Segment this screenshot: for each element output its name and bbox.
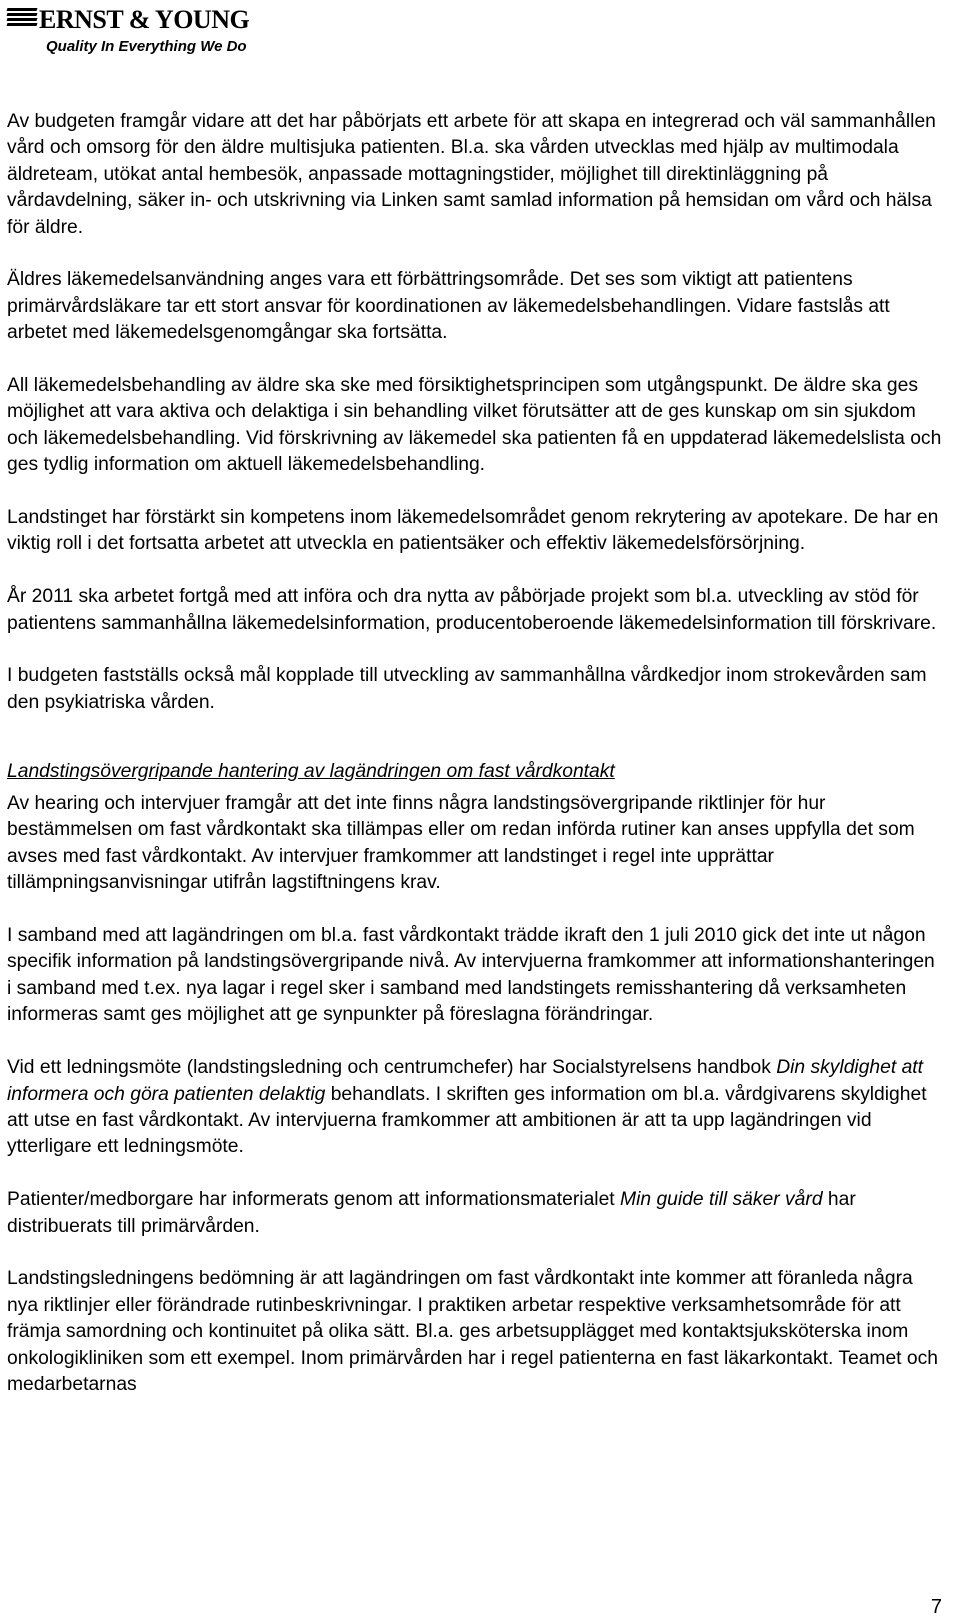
paragraph <box>7 1055 942 1161</box>
logo-stripes-icon <box>7 8 37 30</box>
text-run: behandlats. I skriften ges information om bl.a. vårdgivarens skyldighet att utse en fast vårdkontakt. Av intervjuerna framkommer att ambitionen är att ta upp lagändringen vid ytterligare ett ledningsmöte. <box>7 1083 927 1158</box>
paragraph: Landstinget har förstärkt sin kompetens inom läkemedelsområdet genom rekrytering av apotekare. De har en viktig roll i det fortsatta arbetet att utveckla en patientsäker och effektiv läkemedelsförsörjning. <box>7 507 939 555</box>
paragraph: Av budgeten framgår vidare att det har påbörjats ett arbete för att skapa en integrerad och väl sammanhållen vård och omsorg för den äldre multisjuka patienten. Bl.a. ska vården utvecklas med hjälp av multimodala äldreteam, utökat antal hembesök, anpassade mottagningstider, möjlighet till direktinläggning på vårdavdelning, säker in- och utskrivning via Linken samt samlad information på hemsidan om vård och hälsa för äldre. <box>7 111 936 238</box>
company-tagline: Quality In Everything We Do <box>46 38 247 55</box>
paragraph: Landstingsledningens bedömning är att lagändringen om fast vårdkontakt inte kommer att föranleda några nya riktlinjer eller förändrade rutinbeskrivningar. I praktiken arbetar respektive verksamhetsområde för att främja samordning och kontinuitet på olika sätt. Bl.a. ges arbetsupplägget med kontaktsjuksköterska inom onkologikliniken som ett exempel. Inom primärvården har i regel patienterna en fast läkarkontakt. Teamet och medarbetarnas <box>7 1268 938 1395</box>
section-heading: Landstingsövergripande hantering av lagändringen om fast vårdkontakt <box>7 760 615 782</box>
text-run: har distribuerats till primärvården. <box>7 1189 856 1237</box>
company-logo <box>7 6 257 58</box>
text-run: Vid ett ledningsmöte (landstingsledning och centrumchefer) har Socialstyrelsens handbok <box>7 1057 777 1079</box>
text-run: Patienter/medborgare har informerats genom att informationsmaterialet <box>7 1189 621 1211</box>
document-body <box>7 109 942 1425</box>
paragraph: År 2011 ska arbetet fortgå med att införa och dra nytta av påbörjade projekt som bl.a. utveckling av stöd för patientens sammanhållna läkemedelsinformation, producentoberoende läkemedelsinformation till förskrivare. <box>7 586 937 634</box>
paragraph: Äldres läkemedelsanvändning anges vara ett förbättringsområde. Det ses som viktigt att patientens primärvårdsläkare tar ett stort ansvar för koordinationen av läkemedelsbehandlingen. Vidare fastslås att arbetet med läkemedelsgenomgångar ska fortsätta. <box>7 269 890 344</box>
paragraph <box>7 1187 942 1240</box>
paragraph: I samband med att lagändringen om bl.a. fast vårdkontakt trädde ikraft den 1 juli 2010 gick det inte ut någon specifik information på landstingsövergripande nivå. Av intervjuerna framkommer att informationshanteringen i samband med t.ex. nya lagar i regel sker i samband med landstingets remisshantering då verksamheten informeras samt ges möjlighet att ge synpunkter på föreslagna förändringar. <box>7 925 935 1026</box>
handbook-title: Din skyldighet att informera och göra patienten delaktig <box>7 1057 924 1105</box>
paragraph: I budgeten fastställs också mål kopplade till utveckling av sammanhållna vårdkedjor inom strokevården sam den psykiatriska vården. <box>7 665 927 713</box>
paragraph: All läkemedelsbehandling av äldre ska ske med försiktighetsprincipen som utgångspunkt. De äldre ska ges möjlighet att vara aktiva och delaktiga i sin behandling vilket förutsätter att de ges kunskap om sin sjukdom och läkemedelsbehandling. Vid förskrivning av läkemedel ska patienten få en uppdaterad läkemedelslista och ges tydlig information om aktuell läkemedelsbehandling. <box>7 375 942 476</box>
paragraph: Av hearing och intervjuer framgår att det inte finns några landstingsövergripande riktlinjer för hur bestämmelsen om fast vårdkontakt ska tillämpas eller om redan införda rutiner kan anses uppfylla det som avses med fast vårdkontakt. Av intervjuer framkommer att landstinget i regel inte upprättar tillämpningsanvisningar utifrån lagstiftningens krav. <box>7 793 915 894</box>
page-number: 7 <box>930 1596 942 1618</box>
company-name: ERNST & YOUNG <box>39 5 250 34</box>
guide-title: Min guide till säker vård <box>620 1189 823 1211</box>
